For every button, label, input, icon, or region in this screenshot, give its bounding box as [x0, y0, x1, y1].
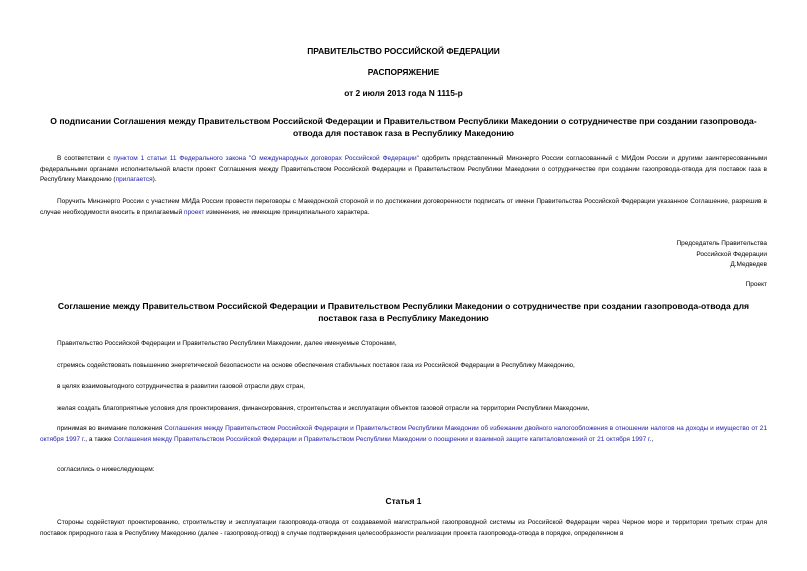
- signature-name: Д.Медведев: [730, 261, 767, 269]
- date-number-heading: от 2 июля 2013 года N 1115-р: [344, 88, 463, 98]
- agreement-paragraph-5-text-c: ,: [651, 435, 654, 443]
- agreement-paragraph-5-text-a: принимая во внимание положения: [57, 425, 165, 432]
- paragraph-2: [40, 197, 767, 218]
- attachment-link[interactable]: прилагается: [115, 176, 153, 184]
- agreement-paragraph-2: стремясь содействовать повышению энергетической безопасности на основе обеспечения стабильных поставок газа из Российской Федерации в Республику Македонию,: [57, 362, 575, 369]
- investment-agreement-link[interactable]: Соглашения между Правительством Российской Федерации и Правительством Республики Македонии о поощрении и взаимной защите капиталовложений от 21 октября 1997 г.: [113, 435, 652, 443]
- signature-block: [676, 239, 767, 271]
- article-1-text: Стороны содействуют проектированию, строительству и эксплуатации газопровода-отвода от создаваемой магистральной газопроводной системы из Российской Федерации через Черное море и территории третьих стран для поставок природного газа в Республику Македонию (далее - газопровод-отвод) в случае подтверждения целесообразности реализации проекта газопровода-отвода в порядке, определенном в: [40, 519, 767, 537]
- signature-country: Российской Федерации: [696, 250, 767, 258]
- document-type-heading: РАСПОРЯЖЕНИЕ: [367, 67, 440, 77]
- paragraph-1-text-a: В соответствии с: [57, 155, 114, 162]
- order-title: О подписании Соглашения между Правительством Российской Федерации и Правительством Республики Македонии о сотрудничестве при создании газопровода-отвода для поставок газа в Республику Македонию: [50, 116, 757, 138]
- government-heading: ПРАВИТЕЛЬСТВО РОССИЙСКОЙ ФЕДЕРАЦИИ: [307, 46, 500, 56]
- tax-agreement-link[interactable]: Соглашения между Правительством Российской Федерации и Правительством Республики Македонии об избежании двойного налогообложения в отношении налогов на доходы и имущество от 21 октября 1997 г.: [40, 425, 767, 443]
- paragraph-2-text-a: Поручить Минэнерго России с участием МИДа России провести переговоры с Македонской стороной и по достижении договоренности подписать от имени Правительства Российской Федерации указанное Соглашение, разрешив в случае необходимости вносить в прилагаемый: [40, 198, 767, 216]
- paragraph-1: [40, 154, 767, 186]
- agreement-paragraph-5: [40, 424, 767, 445]
- agreement-paragraph-4: желая создать благоприятные условия для проектирования, финансирования, строительства и эксплуатации объектов газовой отрасли на территории Республики Македонии,: [57, 405, 590, 412]
- paragraph-1-text-b: одобрить представленный Минэнерго России согласованный с МИДом России и другими заинтересованными федеральными органами исполнительной власти проект Соглашения между Правительством Российской Федерации и Правительством Республики Македонии о сотрудничестве при создании газопровода-отвода для поставок газа в Республику Македонию (: [40, 155, 768, 184]
- agreement-paragraph-3: в целях взаимовыгодного сотрудничества в развитии газовой отрасли двух стран,: [57, 383, 305, 390]
- agreement-title: Соглашение между Правительством Российской Федерации и Правительством Республики Македонии о сотрудничестве при создании газопровода-отвода для поставок газа в Республику Македонию: [57, 301, 750, 323]
- project-label: Проект: [745, 281, 767, 288]
- agreement-paragraph-6: согласились о нижеследующем:: [57, 466, 155, 473]
- agreement-paragraph-5-text-b: , а также: [85, 435, 114, 443]
- agreement-paragraph-1: Правительство Российской Федерации и Правительство Республики Македонии, далее именуемые Сторонами,: [57, 340, 397, 347]
- paragraph-1-text-c: ).: [152, 176, 157, 184]
- paragraph-2-text-b: изменения, не имеющие принципиального характера.: [204, 208, 370, 216]
- article-1-heading: Статья 1: [385, 496, 422, 506]
- project-link[interactable]: проект: [184, 208, 205, 216]
- law-link[interactable]: пунктом 1 статьи 11 Федерального закона "О международных договорах Российской Федерации": [113, 155, 419, 162]
- signature-position: Председатель Правительства: [676, 240, 767, 247]
